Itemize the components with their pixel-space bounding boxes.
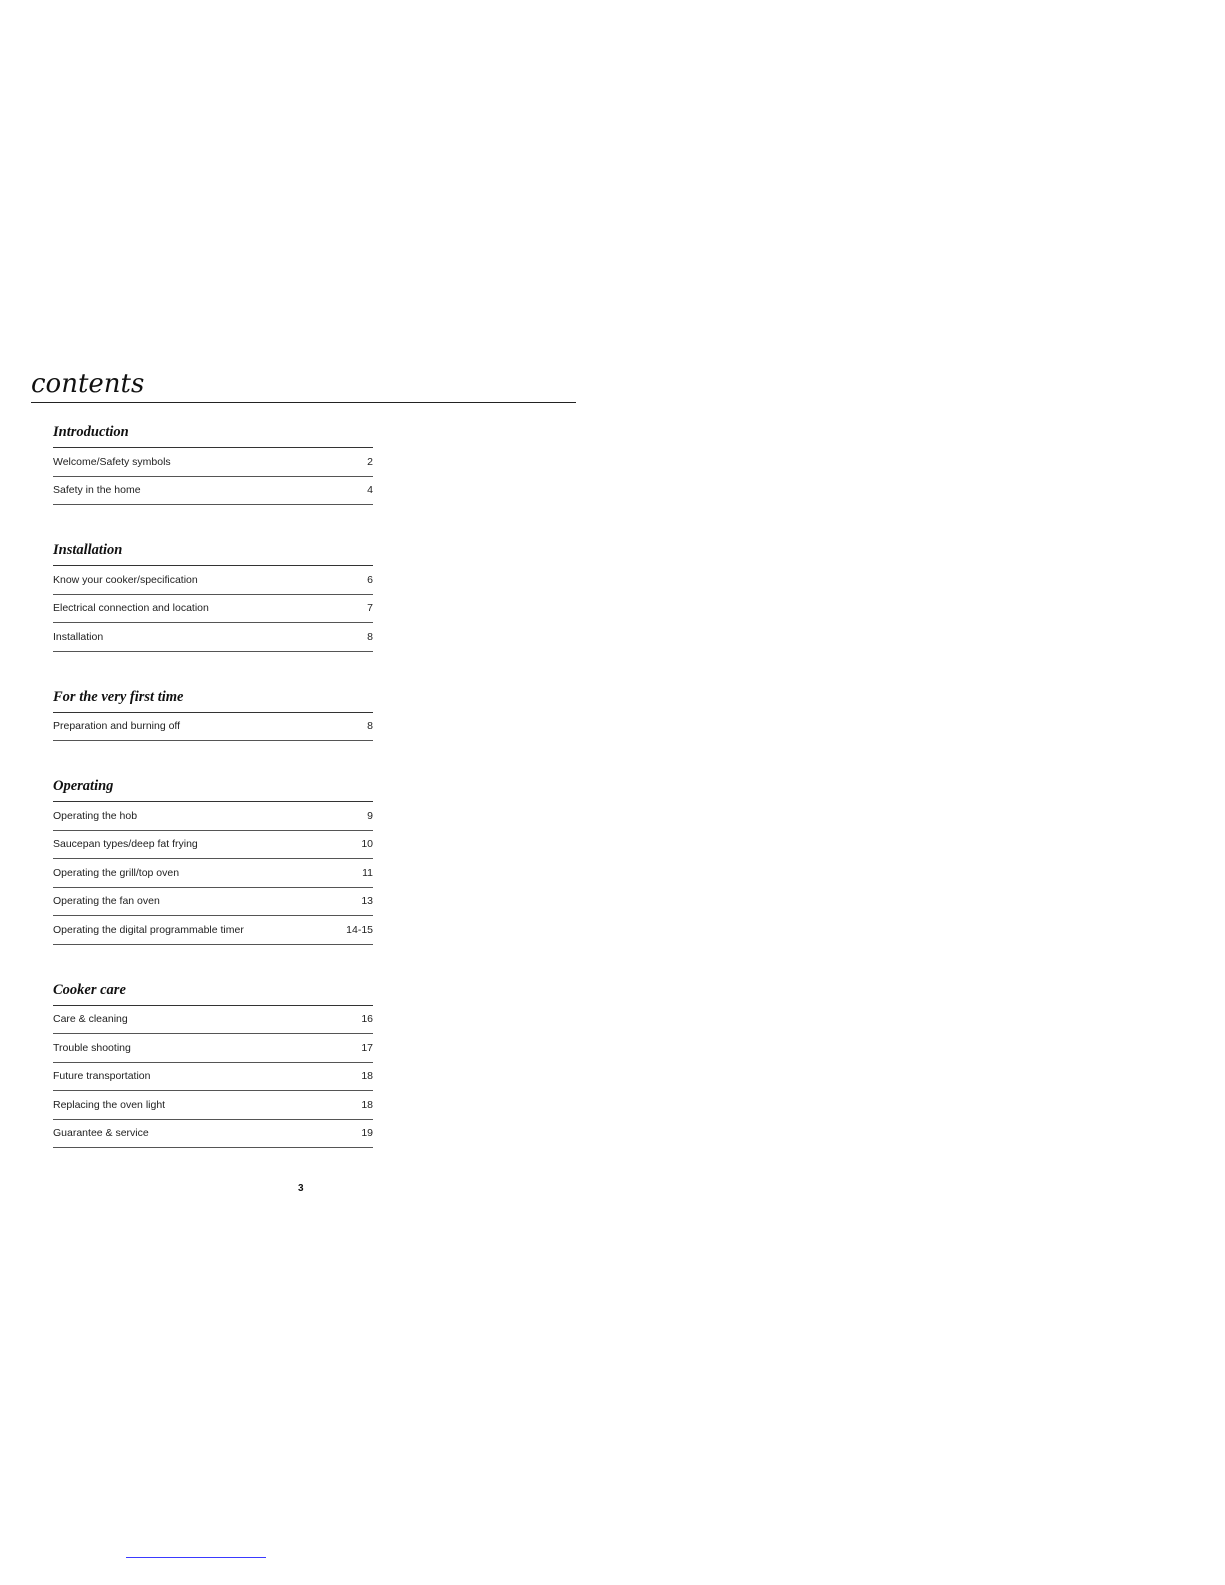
toc-entry-page: 11 <box>362 866 373 879</box>
toc-entry-label: Electrical connection and location <box>53 602 209 615</box>
toc-entry-label: Operating the fan oven <box>53 895 160 908</box>
toc-section <box>53 769 373 945</box>
toc-entry-label: Care & cleaning <box>53 1013 128 1026</box>
toc-entry-page: 14-15 <box>346 923 373 936</box>
toc-entry[interactable] <box>53 802 373 831</box>
toc-entry-label: Saucepan types/deep fat frying <box>53 838 198 851</box>
toc-entry[interactable] <box>53 888 373 917</box>
toc-entry-page: 19 <box>361 1127 373 1140</box>
toc-entry-label: Welcome/Safety symbols <box>53 455 171 468</box>
toc-entry-page: 16 <box>361 1013 373 1026</box>
section-title: Cooker care <box>53 973 373 1006</box>
toc-entry-page: 8 <box>367 720 373 733</box>
toc-entry-label: Installation <box>53 630 104 643</box>
toc-entry[interactable] <box>53 831 373 860</box>
toc-entry[interactable] <box>53 1034 373 1063</box>
toc-entry-page: 7 <box>367 602 373 615</box>
toc-section <box>53 415 373 505</box>
toc-section <box>53 533 373 652</box>
toc-entry[interactable] <box>53 448 373 477</box>
toc-entry-page: 10 <box>361 838 373 851</box>
section-title: Introduction <box>53 415 373 448</box>
toc-entry-label: Replacing the oven light <box>53 1098 166 1111</box>
toc-entry-page: 9 <box>367 809 373 822</box>
page-title: contents <box>31 369 145 399</box>
section-title: Installation <box>53 533 373 566</box>
toc-entry-page: 18 <box>361 1070 373 1083</box>
toc-entry-label: Operating the grill/top oven <box>53 866 180 879</box>
toc-entry[interactable] <box>53 566 373 595</box>
toc-entry[interactable] <box>53 1120 373 1149</box>
toc-entry-page: 6 <box>367 573 373 586</box>
toc-entry-page: 17 <box>361 1041 373 1054</box>
page-heading <box>31 366 576 403</box>
toc-entry[interactable] <box>53 1091 373 1120</box>
toc-section <box>53 973 373 1149</box>
toc-entry-label: Future transportation <box>53 1070 151 1083</box>
toc-entry[interactable] <box>53 916 373 945</box>
toc-entry-label: Trouble shooting <box>53 1041 131 1054</box>
toc-entry-page: 4 <box>367 484 373 497</box>
toc-entry-label: Guarantee & service <box>53 1127 149 1140</box>
toc-entry[interactable] <box>53 477 373 506</box>
toc-entry[interactable] <box>53 623 373 652</box>
toc-entry-label: Operating the digital programmable timer <box>53 923 244 936</box>
toc-entry[interactable] <box>53 713 373 742</box>
toc-entry[interactable] <box>53 1063 373 1092</box>
footer-link-underline[interactable] <box>126 1557 266 1558</box>
toc-entry[interactable] <box>53 595 373 624</box>
table-of-contents <box>53 415 373 1176</box>
toc-entry-page: 18 <box>361 1098 373 1111</box>
toc-entry-page: 8 <box>367 630 373 643</box>
section-title: For the very first time <box>53 680 373 713</box>
toc-entry-label: Operating the hob <box>53 809 138 822</box>
toc-section <box>53 680 373 742</box>
page-number: 3 <box>298 1183 304 1194</box>
toc-entry[interactable] <box>53 859 373 888</box>
section-title: Operating <box>53 769 373 802</box>
toc-entry[interactable] <box>53 1006 373 1035</box>
toc-entry-label: Preparation and burning off <box>53 720 181 733</box>
toc-entry-label: Safety in the home <box>53 484 141 497</box>
toc-entry-label: Know your cooker/specification <box>53 573 198 586</box>
toc-entry-page: 13 <box>361 895 373 908</box>
toc-entry-page: 2 <box>367 455 373 468</box>
